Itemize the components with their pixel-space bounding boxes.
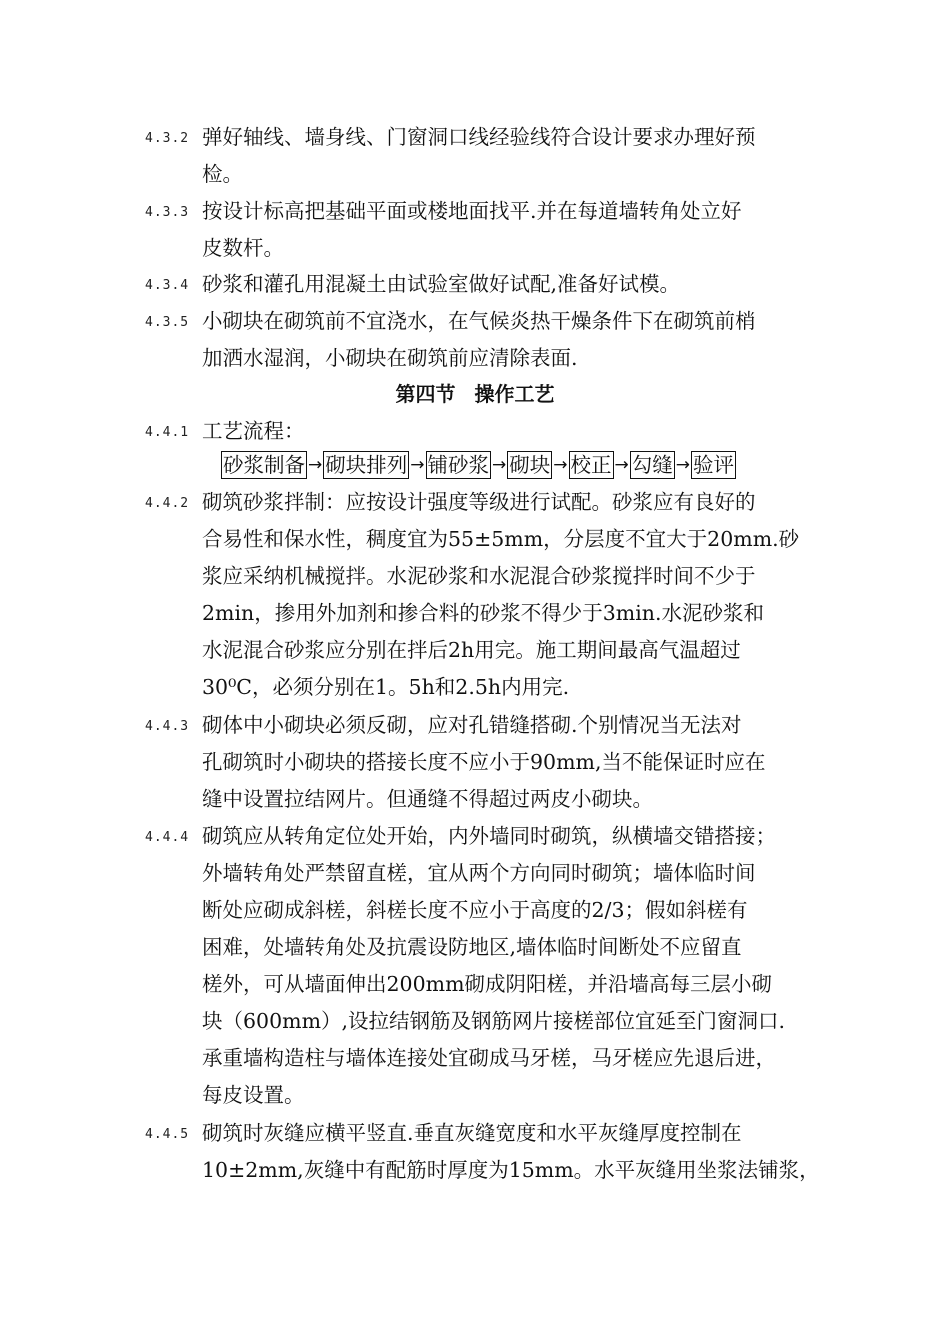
clause-line: 加洒水湿润，小砌块在砌筑前应清除表面. bbox=[202, 346, 578, 370]
clause-line: 工艺流程： bbox=[202, 419, 305, 443]
section-label: 第四节 bbox=[395, 382, 456, 406]
clause-number: 4.3.2 bbox=[145, 131, 190, 146]
clause-line: 外墙转角处严禁留直槎，宜从两个方向同时砌筑；墙体临时间 bbox=[202, 861, 756, 885]
flow-step: 勾缝 bbox=[631, 453, 673, 477]
flow-arrow: → bbox=[308, 455, 323, 475]
section-heading bbox=[0, 379, 950, 409]
flow-arrow: → bbox=[410, 455, 425, 475]
flow-arrow: → bbox=[553, 455, 568, 475]
clause-line: 承重墙构造柱与墙体连接处宜砌成马牙槎，马牙槎应先退后进， bbox=[202, 1046, 776, 1070]
clause-line: 困难，处墙转角处及抗震设防地区,墙体临时间断处不应留直 bbox=[202, 935, 742, 959]
flow-step: 校正 bbox=[570, 453, 612, 477]
process-flow bbox=[221, 451, 736, 479]
clause-line: 合易性和保水性，稠度宜为55±5mm，分层度不宜大于20mm.砂 bbox=[202, 527, 800, 551]
clause-line: 砂浆和灌孔用混凝土由试验室做好试配,准备好试模。 bbox=[202, 272, 681, 296]
clause-number: 4.4.2 bbox=[145, 496, 190, 511]
clause-line: 砌筑应从转角定位处开始，内外墙同时砌筑，纵横墙交错搭接； bbox=[202, 824, 776, 848]
section-title: 操作工艺 bbox=[474, 382, 555, 406]
flow-arrow: → bbox=[614, 455, 629, 475]
clause-number: 4.3.4 bbox=[145, 278, 190, 293]
clause-line: 浆应采纳机械搅拌。水泥砂浆和水泥混合砂浆搅拌时间不少于 bbox=[202, 564, 756, 588]
clause-line: 2min，掺用外加剂和掺合料的砂浆不得少于3min.水泥砂浆和 bbox=[202, 601, 764, 625]
clause-line: 孔砌筑时小砌块的搭接长度不应小于90mm,当不能保证时应在 bbox=[202, 750, 766, 774]
clause-number: 4.4.4 bbox=[145, 830, 190, 845]
flow-arrow: → bbox=[675, 455, 690, 475]
clause-line: 30⁰C，必须分别在1。5h和2.5h内用完. bbox=[202, 675, 570, 699]
clause-line: 10±2mm,灰缝中有配筋时厚度为15mm。水平灰缝用坐浆法铺浆， bbox=[202, 1158, 820, 1182]
clause-line: 皮数杆。 bbox=[202, 236, 284, 260]
clause-line: 槎外，可从墙面伸出200mm砌成阴阳槎，并沿墙高每三层小砌 bbox=[202, 972, 773, 996]
clause-line: 水泥混合砂浆应分别在拌后2h用完。施工期间最高气温超过 bbox=[202, 638, 741, 662]
clause-number: 4.3.5 bbox=[145, 315, 190, 330]
clause-line: 砌体中小砌块必须反砌，应对孔错缝搭砌.个别情况当无法对 bbox=[202, 713, 742, 737]
flow-step: 砌块排列 bbox=[325, 453, 408, 477]
clause-line: 检。 bbox=[202, 162, 243, 186]
flow-step: 铺砂浆 bbox=[427, 453, 489, 477]
clause-number: 4.4.5 bbox=[145, 1127, 190, 1142]
clause-line: 断处应砌成斜槎，斜槎长度不应小于高度的2/3；假如斜槎有 bbox=[202, 898, 748, 922]
clause-number: 4.3.3 bbox=[145, 205, 190, 220]
clause-number: 4.4.3 bbox=[145, 719, 190, 734]
clause-line: 小砌块在砌筑前不宜浇水，在气候炎热干燥条件下在砌筑前梢 bbox=[202, 309, 756, 333]
flow-step: 验评 bbox=[693, 453, 734, 477]
clause-line: 缝中设置拉结网片。但通缝不得超过两皮小砌块。 bbox=[202, 787, 653, 811]
clause-line: 按设计标高把基础平面或楼地面找平.并在每道墙转角处立好 bbox=[202, 199, 742, 223]
clause-line: 块（600mm）,设拉结钢筋及钢筋网片接槎部位宜延至门窗洞口. bbox=[202, 1009, 786, 1033]
clause-line: 砌筑时灰缝应横平竖直.垂直灰缝宽度和水平灰缝厚度控制在 bbox=[202, 1121, 742, 1145]
clause-line: 弹好轴线、墙身线、门窗洞口线经验线符合设计要求办理好预 bbox=[202, 125, 756, 149]
clause-line: 砌筑砂浆拌制：应按设计强度等级进行试配。砂浆应有良好的 bbox=[202, 490, 756, 514]
flow-arrow: → bbox=[492, 455, 507, 475]
clause-number: 4.4.1 bbox=[145, 425, 190, 440]
flow-step: 砌块 bbox=[509, 453, 551, 477]
clause-line: 每皮设置。 bbox=[202, 1083, 305, 1107]
flow-step: 砂浆制备 bbox=[223, 453, 305, 477]
